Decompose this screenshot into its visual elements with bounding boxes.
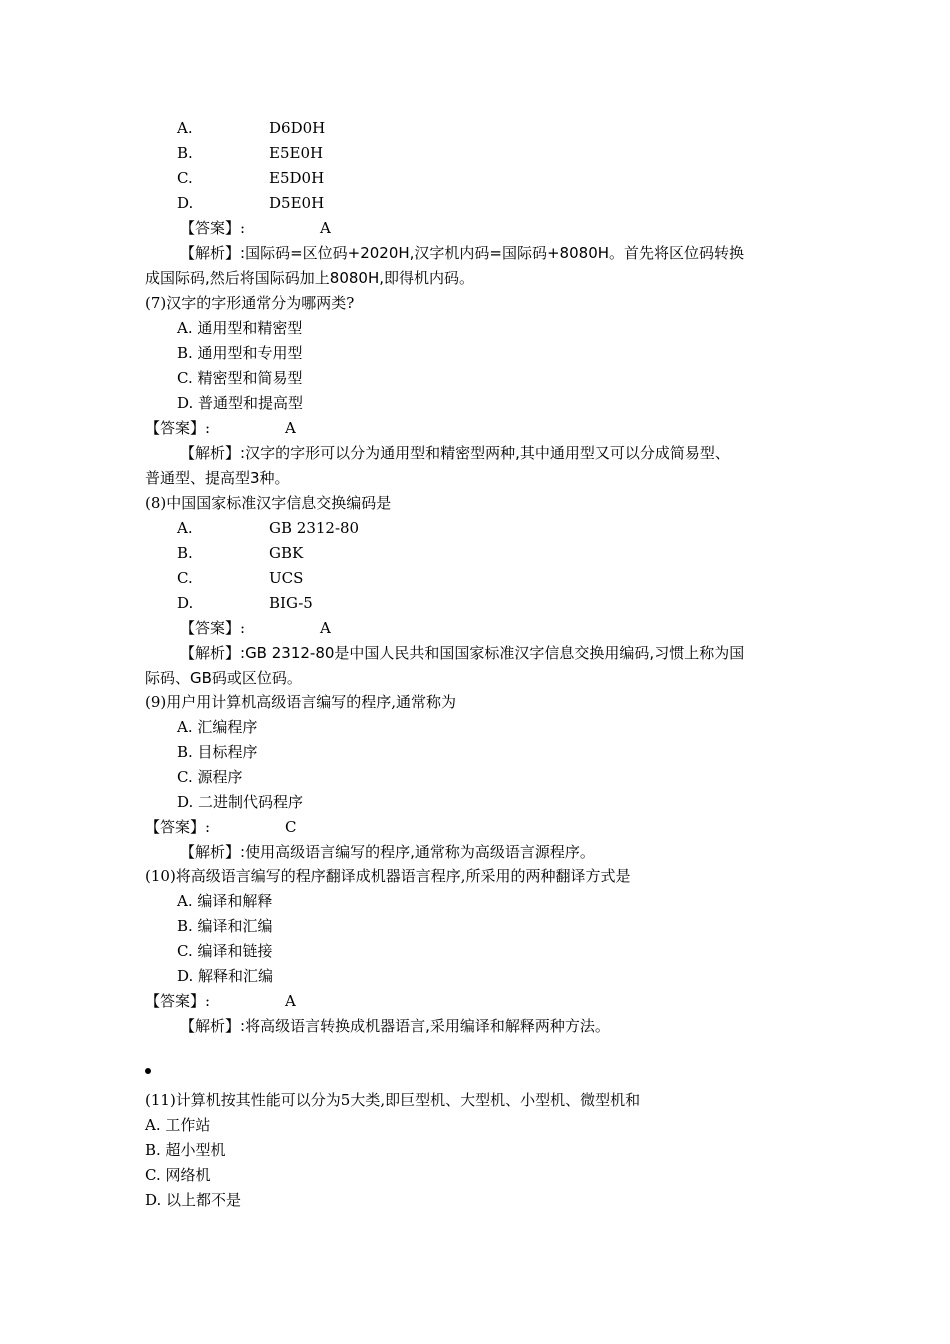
answer-label: 【答案】:: [180, 219, 246, 237]
answer-label: 【答案】:: [180, 619, 246, 637]
q7-analysis-line1: [180, 443, 730, 463]
q7-answer: [145, 418, 296, 438]
bullet-icon: [145, 1068, 151, 1074]
option-key: A.: [177, 119, 193, 137]
q10-option-b: B. 编译和汇编: [177, 917, 273, 935]
q7-analysis-line2: 普通型、提高型3种。: [145, 469, 290, 487]
answer-value: A: [285, 419, 296, 437]
q9-question: (9)用户用计算机高级语言编写的程序,通常称为: [145, 693, 457, 711]
q7-option-a: A. 通用型和精密型: [177, 319, 303, 337]
option-value: D5E0H: [269, 194, 325, 212]
option-key: C.: [177, 169, 193, 187]
q10-option-c: C. 编译和链接: [177, 942, 273, 960]
q10-answer: [145, 991, 296, 1011]
q6-analysis-line1: [180, 243, 744, 263]
option-key: C.: [177, 569, 193, 587]
answer-label: 【答案】:: [145, 818, 211, 836]
option-value: E5E0H: [269, 144, 324, 162]
analysis-text: 国际码=区位码+2020H,汉字机内码=国际码+8080H。首先将区位码转换: [245, 244, 745, 262]
option-key: A.: [177, 519, 193, 537]
answer-label: 【答案】:: [145, 419, 211, 437]
q10-option-a: A. 编译和解释: [177, 892, 273, 910]
analysis-label: 【解析】:: [180, 644, 246, 662]
q9-answer: [145, 817, 297, 837]
q6-analysis-line2: 成国际码,然后将国际码加上8080H,即得机内码。: [145, 269, 474, 287]
option-key: D.: [177, 594, 194, 612]
q11-option-c: C. 网络机: [145, 1166, 211, 1184]
answer-value: A: [320, 219, 331, 237]
q11-option-a: A. 工作站: [145, 1116, 211, 1134]
analysis-label: 【解析】:: [180, 444, 246, 462]
answer-value: A: [320, 619, 331, 637]
option-value: UCS: [269, 569, 304, 587]
option-key: D.: [177, 194, 194, 212]
analysis-text: 使用高级语言编写的程序,通常称为高级语言源程序。: [245, 843, 595, 861]
q7-option-c: C. 精密型和简易型: [177, 369, 303, 387]
q11-option-d: D. 以上都不是: [145, 1191, 242, 1209]
option-value: GB 2312-80: [269, 519, 360, 537]
q11-question: (11)计算机按其性能可以分为5大类,即巨型机、大型机、小型机、微型机和: [145, 1091, 641, 1109]
q8-question: (8)中国国家标准汉字信息交换编码是: [145, 494, 392, 512]
q10-question: (10)将高级语言编写的程序翻译成机器语言程序,所采用的两种翻译方式是: [145, 867, 631, 885]
q8-analysis-line2: 际码、GB码或区位码。: [145, 669, 302, 687]
answer-value: C: [285, 818, 297, 836]
analysis-text: 将高级语言转换成机器语言,采用编译和解释两种方法。: [245, 1017, 610, 1035]
option-value: BIG-5: [269, 594, 313, 612]
option-value: GBK: [269, 544, 304, 562]
analysis-text: 汉字的字形可以分为通用型和精密型两种,其中通用型又可以分成简易型、: [245, 444, 730, 462]
q11-option-b: B. 超小型机: [145, 1141, 226, 1159]
q9-option-d: D. 二进制代码程序: [177, 793, 304, 811]
q6-answer: [180, 218, 331, 238]
q9-option-a: A. 汇编程序: [177, 718, 258, 736]
q8-analysis-line1: [180, 643, 744, 663]
q9-option-b: B. 目标程序: [177, 743, 258, 761]
option-value: D6D0H: [269, 119, 326, 137]
analysis-label: 【解析】:: [180, 244, 246, 262]
q7-option-d: D. 普通型和提高型: [177, 394, 304, 412]
q9-analysis-line1: [180, 842, 595, 862]
answer-label: 【答案】:: [145, 992, 211, 1010]
q7-question: (7)汉字的字形通常分为哪两类?: [145, 294, 355, 312]
answer-value: A: [285, 992, 296, 1010]
option-value: E5D0H: [269, 169, 325, 187]
q7-option-b: B. 通用型和专用型: [177, 344, 303, 362]
option-key: B.: [177, 144, 193, 162]
analysis-label: 【解析】:: [180, 843, 246, 861]
analysis-text: GB 2312-80是中国人民共和国国家标准汉字信息交换用编码,习惯上称为国: [245, 644, 745, 662]
q10-analysis-line1: [180, 1016, 610, 1036]
q8-answer: [180, 618, 331, 638]
analysis-label: 【解析】:: [180, 1017, 246, 1035]
q10-option-d: D. 解释和汇编: [177, 967, 274, 985]
option-key: B.: [177, 544, 193, 562]
q9-option-c: C. 源程序: [177, 768, 243, 786]
